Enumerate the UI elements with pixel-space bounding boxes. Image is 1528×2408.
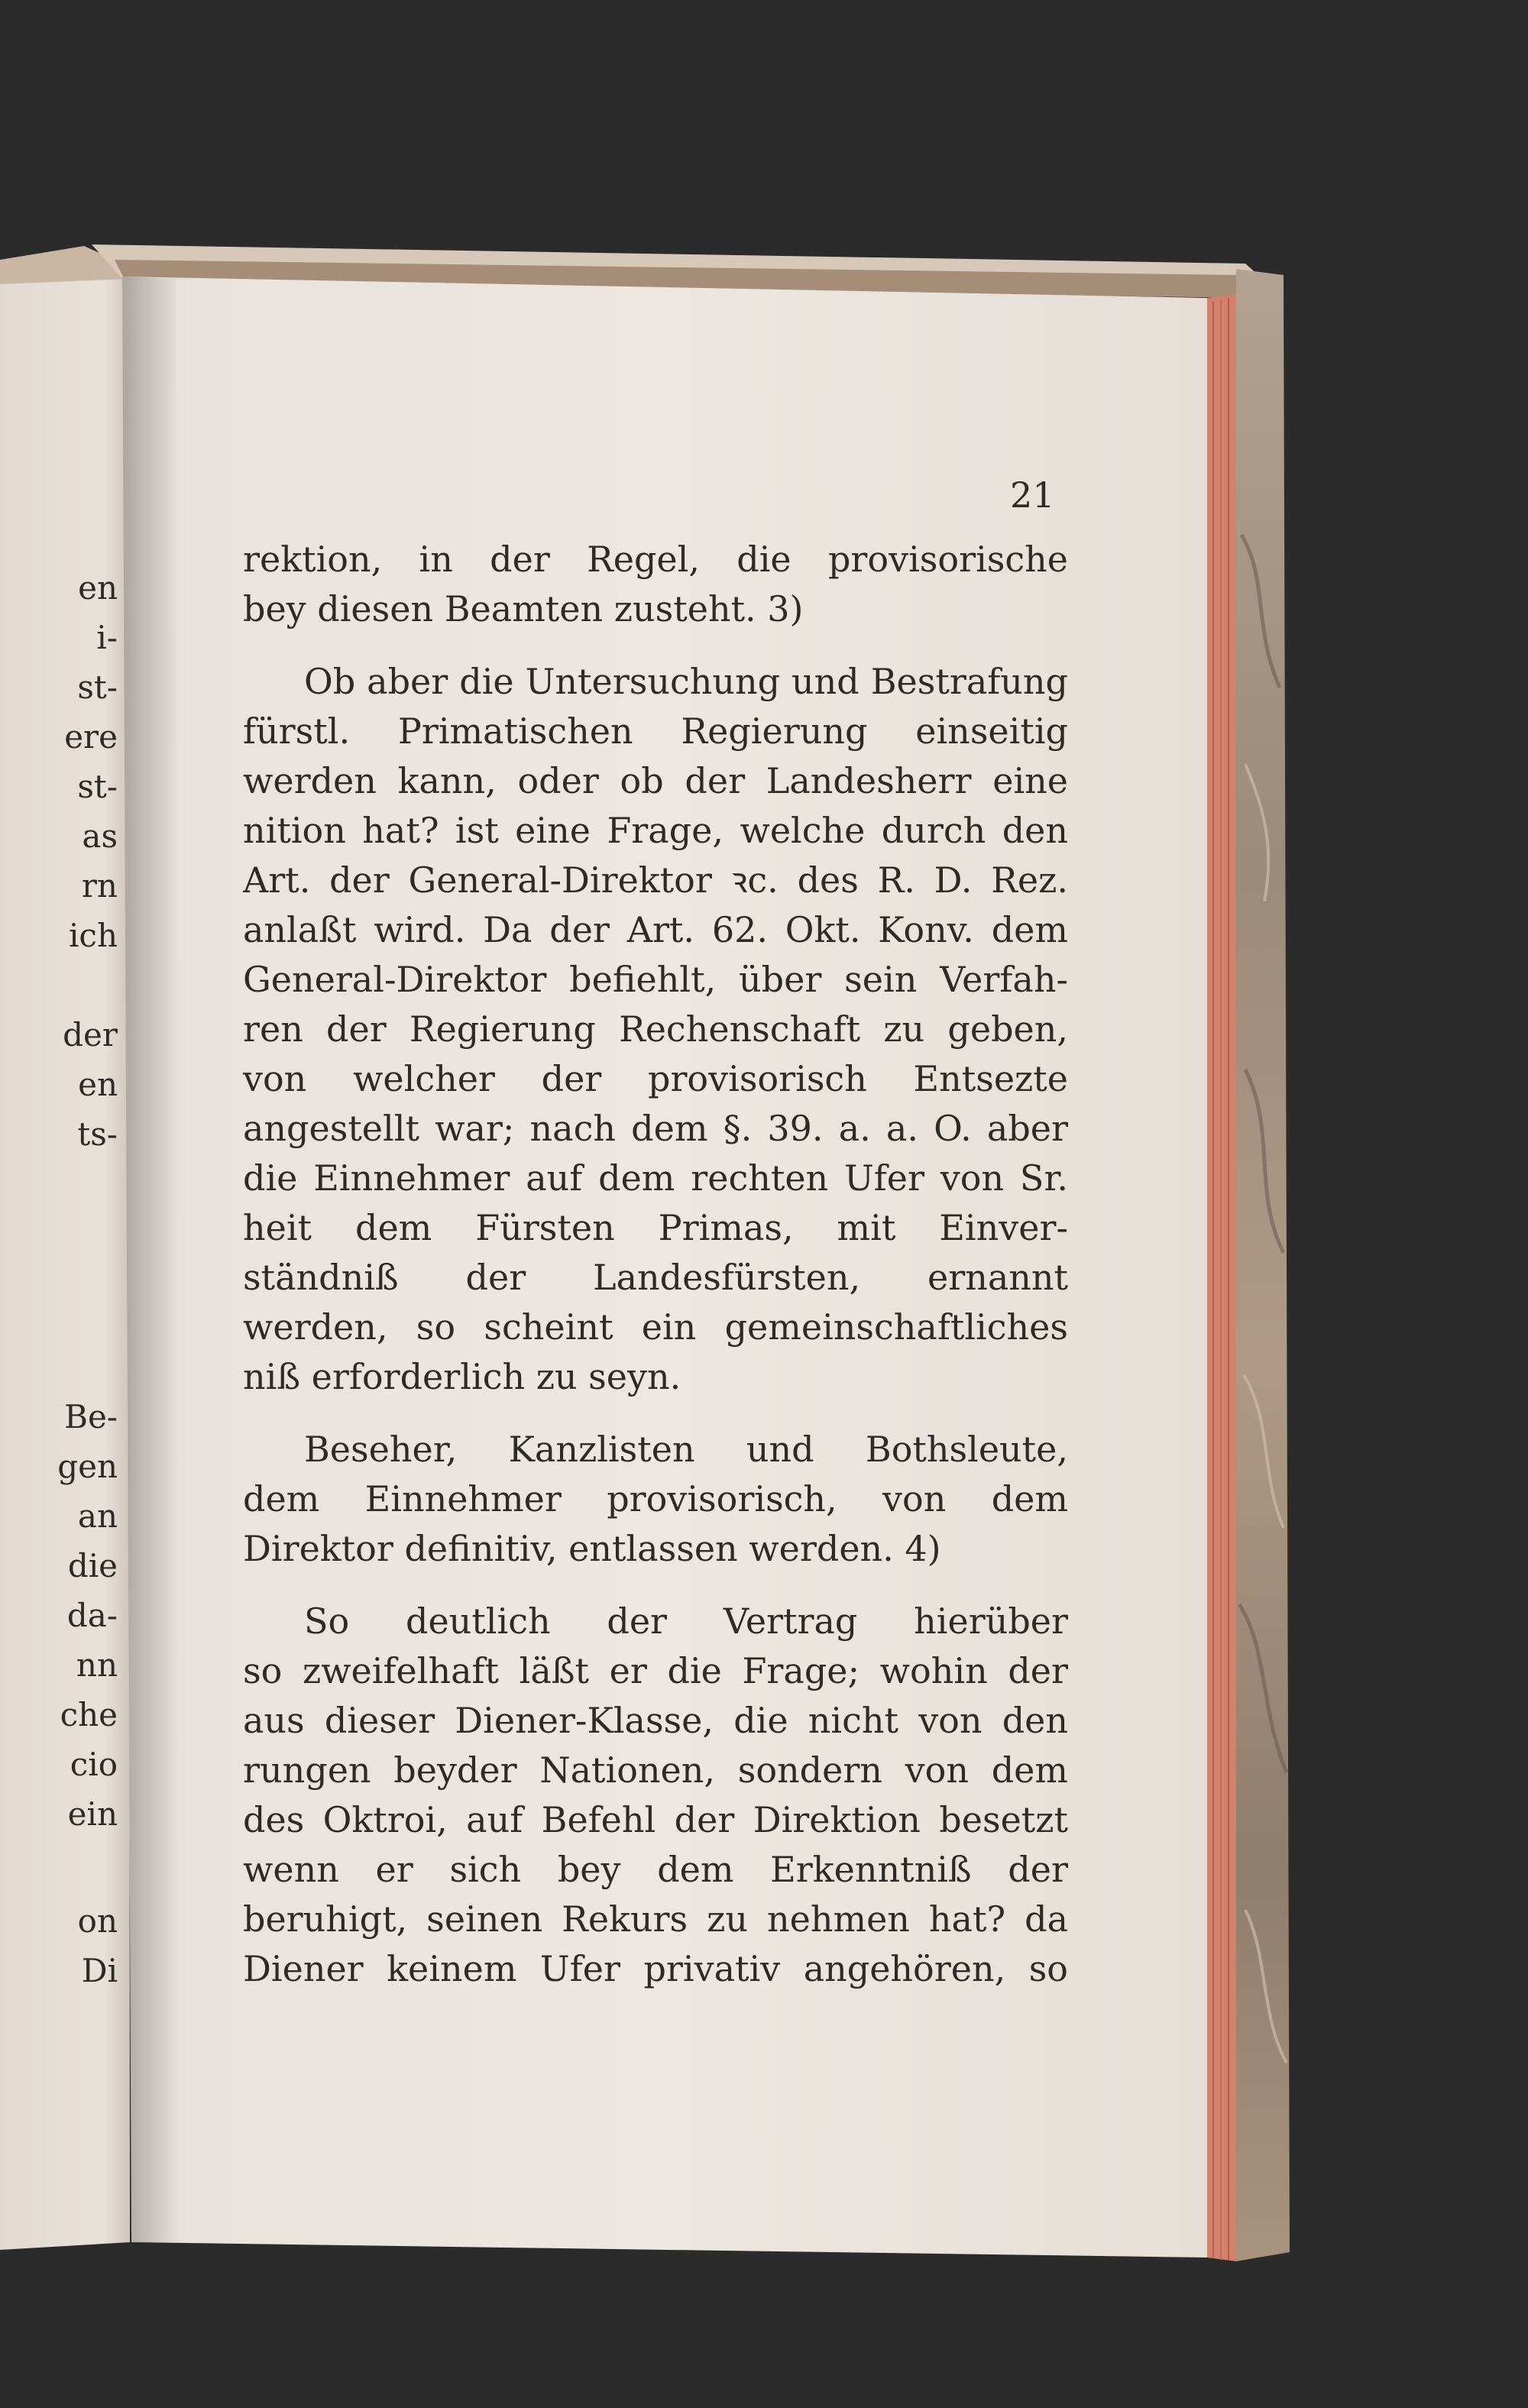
left-page-fragment: Di [81, 1952, 118, 1989]
text-line: niß erforderlich zu seyn. [243, 1356, 681, 1397]
text-line: So deutlich der Vertrag hierüber [304, 1600, 1068, 1642]
text-line: fürstl. Primatischen Regierung einseitig [243, 710, 1068, 752]
left-page-fragment: gen [57, 1448, 118, 1485]
text-line: werden kann, oder ob der Landesherr eine [243, 760, 1068, 801]
paragraph-gap [243, 1402, 1068, 1425]
text-line: des Oktroi, auf Befehl der Direktion besetzt [243, 1799, 1068, 1840]
text-line: Diener keinem Ufer privativ angehören, so [243, 1948, 1068, 1989]
left-page-fragment: en [78, 569, 118, 607]
paragraph-gap [243, 634, 1068, 657]
left-page-fragment: ts- [77, 1115, 118, 1153]
text-line: nition hat? ist eine Frage, welche durch den [243, 810, 1068, 851]
text-line: von welcher der provisorisch Entsezte [243, 1058, 1068, 1099]
text-line: rektion, in der Regel, die provisorische [243, 539, 1068, 580]
left-page-fragment: cio [70, 1746, 118, 1783]
text-line: General-Direktor befiehlt, über sein Verfah- [243, 959, 1068, 1000]
left-page-fragment: st- [77, 668, 118, 706]
left-page-fragment: nn [76, 1646, 118, 1684]
left-page-fragment: ere [64, 718, 118, 756]
left-page-fragment: as [82, 817, 118, 855]
text-line: beruhigt, seinen Rekurs zu nehmen hat? da [243, 1898, 1068, 1940]
text-line: wenn er sich bey dem Erkenntniß der [243, 1849, 1068, 1890]
text-line: so zweifelhaft läßt er die Frage; wohin der [243, 1650, 1068, 1691]
gutter-shadow [122, 277, 180, 2245]
left-page-fragment: che [60, 1696, 118, 1733]
paragraph-gap [243, 1574, 1068, 1597]
left-page-fragment: on [77, 1902, 118, 1940]
left-page-fragment: der [63, 1016, 118, 1054]
page-number: 21 [1010, 474, 1055, 516]
text-line: heit dem Fürsten Primas, mit Einver- [243, 1207, 1068, 1248]
text-line: aus dieser Diener-Klasse, die nicht von den [243, 1700, 1068, 1741]
text-line: die Einnehmer auf dem rechten Ufer von Sr. [243, 1157, 1068, 1199]
marbled-cover-edge [1236, 269, 1290, 2261]
text-line: angestellt war; nach dem §. 39. a. a. O. aber [243, 1108, 1068, 1149]
text-line: Art. der General-Direktor ꝛc. des R. D. Rez. [243, 859, 1068, 901]
text-line: anlaßt wird. Da der Art. 62. Okt. Konv. dem [243, 909, 1068, 950]
left-page-fragment: ein [67, 1795, 118, 1833]
text-line: bey diesen Beamten zusteht. 3) [243, 588, 804, 630]
left-page-fragment: i- [96, 619, 118, 656]
text-line: ständniß der Landesfürsten, ernannt [243, 1257, 1068, 1298]
left-page-fragment: da- [66, 1597, 118, 1634]
text-line: dem Einnehmer provisorisch, von dem [243, 1478, 1068, 1520]
left-page-fragment: en [78, 1066, 118, 1103]
left-page-fragment: ich [68, 917, 118, 954]
left-page-fragment: rn [81, 867, 118, 905]
text-line: Direktor definitiv, entlassen werden. 4) [243, 1528, 941, 1569]
page-text [243, 535, 1068, 1994]
left-page-fragment: Be- [64, 1398, 118, 1435]
text-line: rungen beyder Nationen, sondern von dem [243, 1749, 1068, 1791]
text-line: Ob aber die Untersuchung und Bestrafung [304, 661, 1068, 702]
left-page-fragment: an [77, 1497, 118, 1535]
left-page-fragments [0, 0, 122, 2408]
text-line: werden, so scheint ein gemeinschaftliches [243, 1306, 1068, 1348]
left-page-fragment: st- [77, 768, 118, 805]
text-line: Beseher, Kanzlisten und Bothsleute, [304, 1429, 1068, 1470]
text-line: ren der Regierung Rechenschaft zu geben, [243, 1008, 1068, 1050]
left-page-fragment: die [67, 1547, 118, 1584]
